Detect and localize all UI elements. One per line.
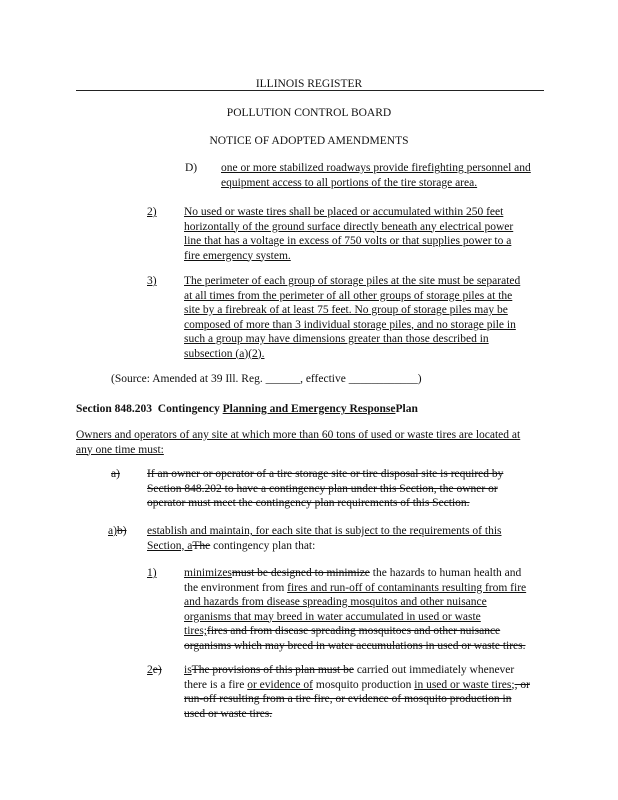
item-1-line-2-a: the environment from [184,581,288,594]
item-d-text [221,161,531,190]
intro-line: Owners and operators of any site at which more than 60 tons of used or waste tires are located at [76,429,521,441]
item-a-label: a) [111,468,120,480]
board-title: POLLUTION CONTROL BOARD [226,107,392,119]
item-1-line-5-new: tires; [184,625,207,637]
register-title-text: ILLINOIS REGISTER [255,78,363,90]
item-2e-line-2-b: or evidence of [247,678,313,691]
item-2e-line-1-rest: carried out immediately whenever [353,664,515,676]
item-a-line: Section 848.202 to have a contingency plan under this Section, the owner or [147,482,498,495]
item-a-line: operator must meet the contingency plan requirements of this Section. [147,497,470,509]
item-2-label: 2) [147,206,157,218]
source-prefix: (Source: Amended at 39 Ill. Reg. [111,373,266,385]
item-2e-label [147,663,162,678]
item-3-line: site by a firebreak of at least 75 feet. No group of storage piles may be [184,304,508,316]
item-ab-label [108,524,127,539]
source-blank-reg: ______ [265,373,301,385]
item-3-line: such a group may have dimensions greater than those described in [184,333,489,345]
item-2e-label-old: e) [152,664,162,676]
item-ab-line-2-new: Section, a [147,539,193,552]
item-1-line-2 [184,581,526,596]
intro-line: any one time must: [76,443,164,456]
item-1-line-1-rest: the hazards to human health and [369,567,522,579]
item-2e-line-2-d: in used or waste tires; [414,678,515,691]
item-2e-line-2-a: there is a fire [184,678,248,691]
item-2e-line-3: run-off resulting from a tire fire, or evidence of mosquito production in [184,693,512,705]
item-3-text [184,274,520,361]
intro-paragraph [76,428,520,457]
item-3-line: composed of more than 3 individual storage piles, and no storage pile in [184,318,516,331]
item-2-text [184,205,513,263]
item-ab-line-2-rest: contingency plan that: [210,539,316,552]
item-d-label: D) [185,162,198,174]
item-3-line: at all times from the perimeter of all other groups of storage piles at the [184,289,513,302]
item-2e-line-2 [184,678,530,693]
item-1-line-5 [184,624,526,639]
section-title-new: Planning and Emergency Response [222,403,396,415]
section-title-end: Plan [395,403,418,415]
item-d-line: equipment access to all portions of the tire storage area. [221,176,478,189]
item-1-line-1-old: must be designed to minimize [231,567,370,579]
item-2e-line-1-new: is [184,664,192,676]
item-1-line-1-new: minimizes [184,567,232,579]
item-2e-line-4: used or waste tires. [184,707,273,720]
item-2-line: horizontally of the ground surface directly beneath any electrical power [184,220,514,233]
item-3-line: The perimeter of each group of storage piles at the site must be separated [184,275,521,287]
notice-title: NOTICE OF ADOPTED AMENDMENTS [209,135,409,147]
source-line [111,372,422,387]
item-3-label: 3) [147,275,157,287]
section-heading [76,402,418,417]
item-ab-line-2 [147,539,502,554]
item-1-text [184,566,526,653]
item-2e-line-2-e: , or [514,678,530,691]
item-2e-line-2-c: mosquito production [313,678,415,691]
item-2e-label-new: 2 [147,664,153,676]
item-ab-line-1: establish and maintain, for each site that is subject to the requirements of this [147,525,502,537]
item-1-line-2-b: fires and run-off of contaminants resulting from fire [287,581,527,594]
item-1-line-4: organisms that may breed in water accumulated in used or waste [184,610,481,623]
item-1-line-1 [184,566,526,581]
item-a-text [147,467,503,511]
item-ab-line-2-old: The [192,539,211,552]
item-1-line-3: and hazards from disease spreading mosquitos and other nuisance [184,596,487,608]
item-ab-label-old: b) [116,525,127,537]
header-rule [76,90,544,91]
item-2e-line-1-old: The provisions of this plan must be [191,664,354,676]
item-3-line: subsection (a)(2). [184,347,265,360]
item-ab-text [147,524,502,553]
item-a-line: If an owner or operator of a tire storage site or tire disposal site is required by [147,468,504,480]
item-1-line-6: organisms which may breed in water accumulations in used or waste tires. [184,639,526,652]
item-2-line: No used or waste tires shall be placed or accumulated within 250 feet [184,206,504,218]
item-2-line: line that has a voltage in excess of 750 volts or that supplies power to a [184,235,512,247]
section-number: Section 848.203 [76,403,153,415]
item-2e-line-1 [184,663,530,678]
item-1-line-5-old: fires and from disease spreading mosquitoes and other nuisance [207,625,501,637]
item-ab-label-new: a) [108,525,117,537]
item-1-label: 1) [147,567,157,579]
source-blank-effective: ____________ [348,373,418,385]
item-d-line: one or more stabilized roadways provide firefighting personnel and [221,162,531,174]
item-2-line: fire emergency system. [184,249,291,262]
section-title-plain: Contingency [157,403,223,415]
source-mid: , effective [300,373,349,385]
source-suffix: ) [417,373,422,385]
item-2e-text [184,663,530,721]
